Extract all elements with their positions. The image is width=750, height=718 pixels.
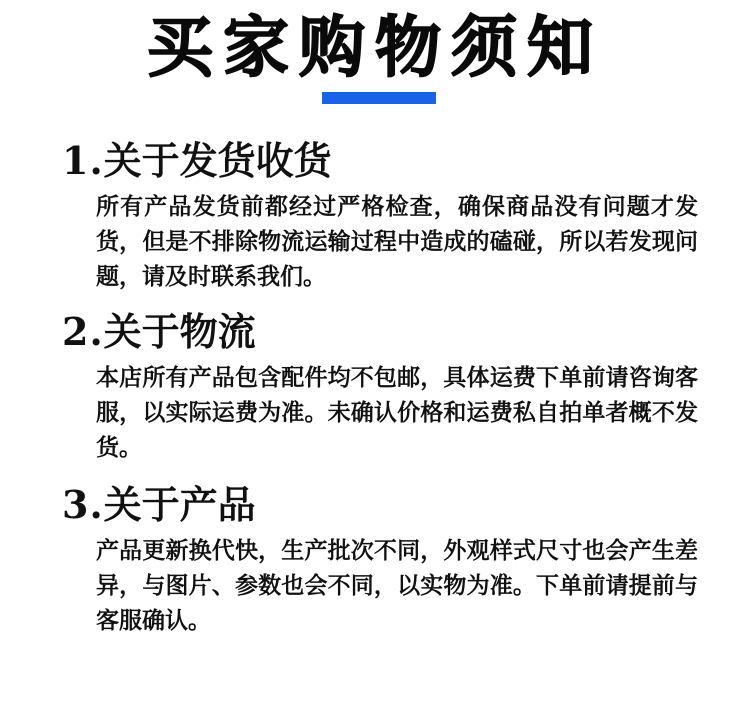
section-heading-text: 关于发货收货 — [103, 138, 332, 183]
section-heading — [62, 482, 712, 528]
section-heading — [62, 138, 712, 184]
title-accent-bar — [322, 92, 436, 104]
section-body: 本店所有产品包含配件均不包邮，具体运费下单前请咨询客服，以实际运费为准。未确认价格和运费私自拍单者概不发货。 — [96, 365, 698, 461]
section-shipping — [62, 138, 712, 295]
section-logistics — [62, 309, 712, 466]
section-product — [62, 482, 712, 639]
section-number: 3. — [62, 482, 104, 527]
section-heading-text: 关于产品 — [103, 482, 256, 527]
section-number: 1. — [62, 138, 104, 183]
section-number: 2. — [62, 309, 104, 354]
page-title: 买家购物须知 — [147, 9, 603, 86]
section-body: 所有产品发货前都经过严格检查，确保商品没有问题才发货，但是不排除物流运输过程中造成的磕碰，所以若发现问题，请及时联系我们。 — [96, 194, 698, 290]
section-body: 产品更新换代快，生产批次不同，外观样式尺寸也会产生差异，与图片、参数也会不同，以实物为准。下单前请提前与客服确认。 — [96, 538, 698, 634]
section-heading-text: 关于物流 — [103, 309, 256, 354]
section-heading — [62, 309, 712, 355]
